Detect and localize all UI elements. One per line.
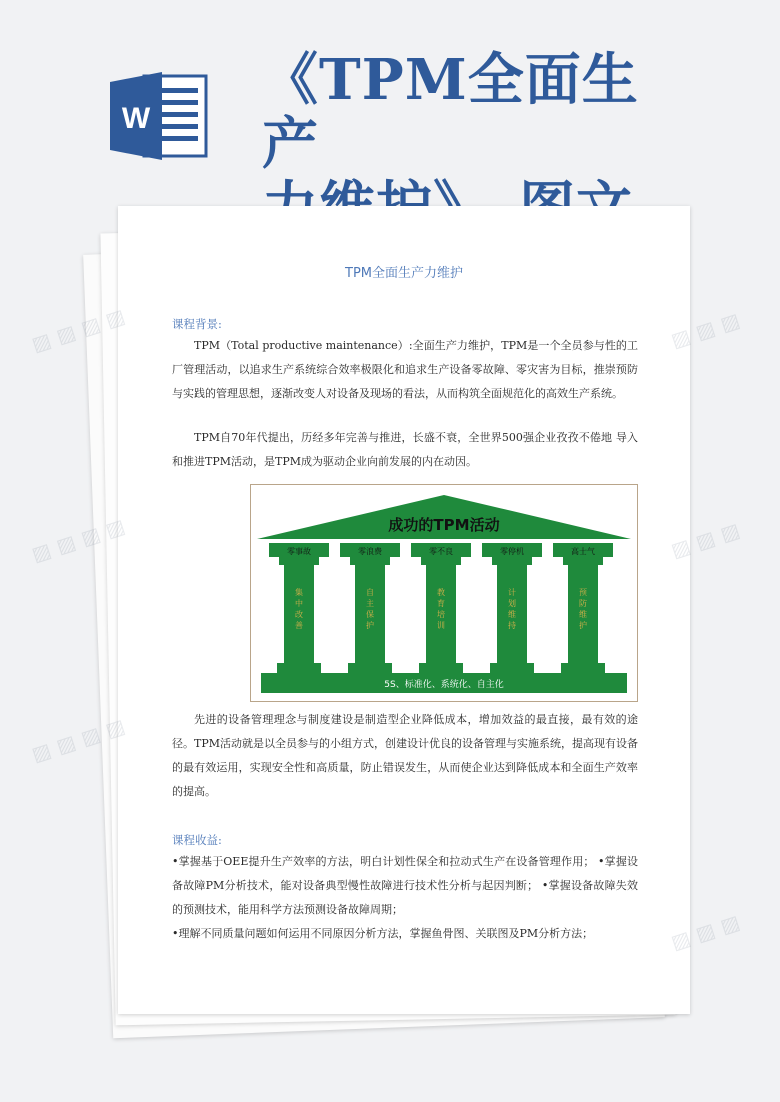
title-line-1: 《TPM全面生产 [262, 47, 639, 177]
background-label: 课程背景: [172, 317, 222, 331]
pillar-foot [419, 663, 463, 673]
benefits-label: 课程收益: [172, 833, 222, 847]
background-paragraph-3: 先进的设备管理理念与制度建设是制造型企业降低成本，增加效益的最直接，最有效的途径。TPM活动就是以全员参与的小组方式，创建设计优良的设备管理与实施系统，提高现有设备的最有效运用，实现安全性和高质量，防止错误发生，从而使企业达到降低成本和全面生产效率的提高。 [172, 713, 638, 798]
pillar-neck [279, 557, 319, 565]
svg-text:W: W [121, 102, 151, 135]
tpm-pillars-diagram [250, 484, 638, 702]
pillar-label: 预防维护 [579, 588, 587, 630]
pillar-cap-label: 零浪费 [358, 547, 382, 556]
watermark: ▨ ▨ ▨ ▨ [28, 713, 128, 767]
watermark: ▨ ▨ ▨ [668, 909, 743, 955]
pillar-neck [350, 557, 390, 565]
pillar-label: 集中改善 [295, 588, 303, 630]
background-paragraph-1: TPM（Total productive maintenance）:全面生产力维护，TPM是一个全员参与性的工厂管理活动，以追求生产系统综合效率极限化和追求生产设备零故障、零灾害为目标，推崇预防与实践的管理思想，逐渐改变人对设备及现场的看法，从而构筑全面规范化的高效生产系统。 [172, 339, 638, 400]
base-text: 5S、标准化、系统化、自主化 [384, 680, 504, 690]
benefits-paragraph-1: •掌握基于OEE提升生产效率的方法，明白计划性保全和拉动式生产在设备管理作用； •掌握设备故障PM分析技术，能对设备典型慢性故障进行技术性分析与起因判断； •掌握设备故障失效的预测技术，能用科学方法预测设备故障周期； [172, 855, 638, 916]
pillar-neck [492, 557, 532, 565]
pillar-cap-label: 高士气 [571, 547, 595, 556]
document-page [118, 206, 690, 1014]
pillar-foot [348, 663, 392, 673]
roof-text: 成功的TPM活动 [388, 516, 500, 534]
watermark: ▨ ▨ ▨ [668, 307, 743, 353]
pillar-label: 教育培训 [437, 588, 445, 630]
pillar-foot [490, 663, 534, 673]
pillar-neck [421, 557, 461, 565]
watermark: ▨ ▨ ▨ ▨ [28, 303, 128, 357]
pillar-neck [563, 557, 603, 565]
doc-heading: TPM全面生产力维护 [345, 266, 463, 281]
watermark: ▨ ▨ ▨ [668, 517, 743, 563]
background-paragraph-2: TPM自70年代提出，历经多年完善与推进，长盛不衰，全世界500强企业孜孜不倦地 导入和推进TPM活动，是TPM成为驱动企业向前发展的内在动因。 [172, 431, 638, 468]
pillar-label: 计划维持 [508, 588, 516, 630]
pillar-cap-label: 零停机 [500, 547, 524, 556]
benefits-paragraph-2: •理解不同质量问题如何运用不同原因分析方法，掌握鱼骨图、关联图及PM分析方法； [172, 927, 594, 940]
pillar-cap-label: 零不良 [429, 547, 453, 556]
word-icon [110, 70, 208, 162]
pillar-foot [561, 663, 605, 673]
pillar-cap-label: 零事故 [287, 547, 311, 556]
pillar-label: 自主保护 [366, 588, 374, 630]
pillar-foot [277, 663, 321, 673]
watermark: ▨ ▨ ▨ ▨ [28, 513, 128, 567]
